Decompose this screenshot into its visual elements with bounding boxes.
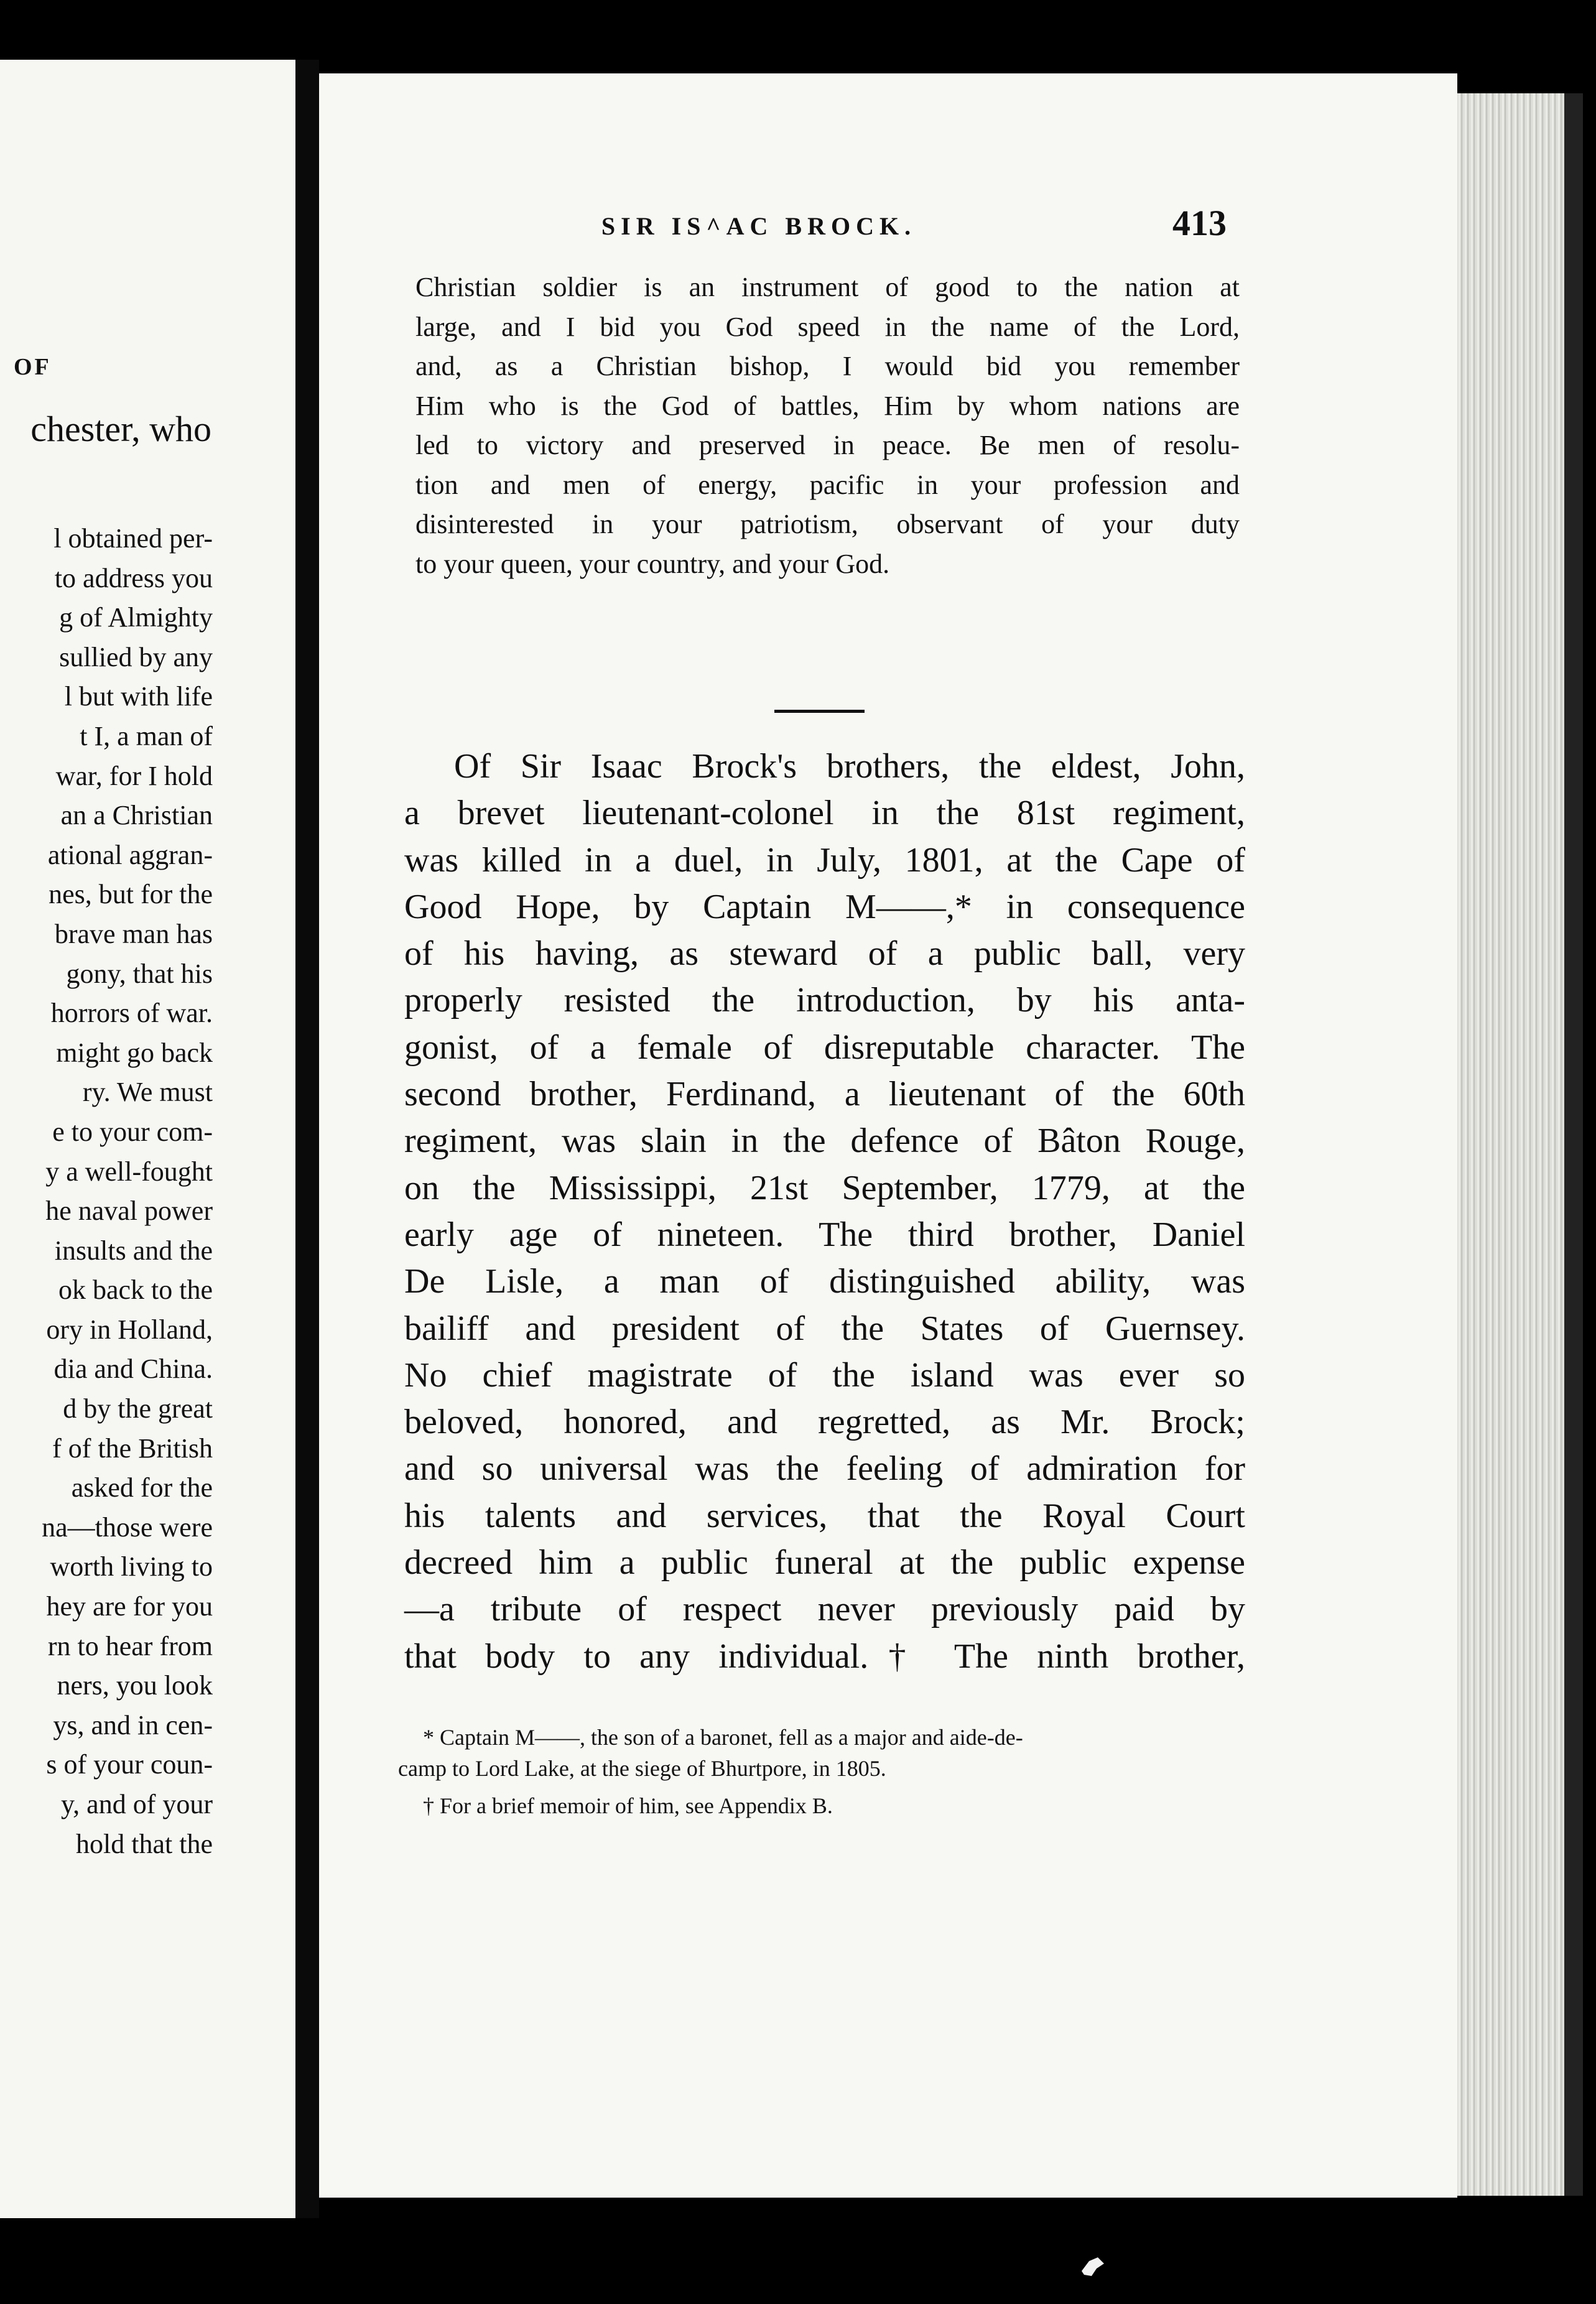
body-line: Good Hope, by Captain M——,* in consequence bbox=[404, 887, 1245, 926]
left-page bbox=[0, 60, 295, 2218]
left-line: worth living to bbox=[50, 1551, 213, 1582]
edge-shadow bbox=[1564, 93, 1583, 2196]
quote-line: to your queen, your country, and your God. bbox=[415, 548, 890, 579]
book-gutter bbox=[295, 60, 319, 2218]
left-line: l obtained per- bbox=[53, 523, 213, 554]
left-text-column bbox=[0, 519, 213, 1864]
body-line: beloved, honored, and regretted, as Mr. Brock; bbox=[404, 1403, 1245, 1442]
left-line: ry. We must bbox=[82, 1077, 213, 1108]
left-line: hold that the bbox=[76, 1828, 213, 1859]
left-line: f of the British bbox=[52, 1433, 213, 1464]
body-line: bailiff and president of the States of Guernsey. bbox=[404, 1309, 1245, 1348]
left-line: na—those were bbox=[42, 1512, 213, 1543]
left-line: horrors of war. bbox=[50, 998, 213, 1029]
body-line: gonist, of a female of disreputable character. The bbox=[404, 1028, 1245, 1067]
left-line: brave man has bbox=[54, 918, 213, 949]
body-line: De Lisle, a man of distinguished ability, was bbox=[404, 1262, 1245, 1301]
body-line: and so universal was the feeling of admiration for bbox=[404, 1449, 1245, 1489]
body-line: a brevet lieutenant-colonel in the 81st regiment, bbox=[404, 794, 1245, 833]
footnote-1-line-2: camp to Lord Lake, at the siege of Bhurtpore, in 1805. bbox=[398, 1756, 886, 1781]
quote-line: Him who is the God of battles, Him by whom nations are bbox=[415, 390, 1240, 421]
left-line: he naval power bbox=[45, 1196, 213, 1227]
body-line: early age of nineteen. The third brother, Daniel bbox=[404, 1215, 1245, 1254]
quote-line: Christian soldier is an instrument of good to the nation at bbox=[415, 272, 1240, 302]
body-paragraph bbox=[404, 743, 1245, 1680]
left-line: ok back to the bbox=[58, 1275, 213, 1306]
page-number: 413 bbox=[1172, 203, 1227, 243]
left-line: t I, a man of bbox=[80, 720, 213, 751]
body-line: second brother, Ferdinand, a lieutenant of the 60th bbox=[404, 1075, 1245, 1114]
left-running-head: OF bbox=[14, 354, 52, 380]
body-line: decreed him a public funeral at the public expense bbox=[404, 1543, 1245, 1582]
left-line: l but with life bbox=[64, 681, 213, 712]
left-line: ational aggran- bbox=[47, 839, 213, 870]
body-line: was killed in a duel, in July, 1801, at the Cape of bbox=[404, 840, 1245, 880]
quote-line: large, and I bid you God speed in the name of the Lord, bbox=[415, 311, 1240, 342]
left-line: ners, you look bbox=[57, 1670, 213, 1701]
left-line: s of your coun- bbox=[46, 1749, 213, 1780]
body-line: his talents and services, that the Royal Court bbox=[404, 1496, 1245, 1535]
body-line: —a tribute of respect never previously paid by bbox=[404, 1590, 1245, 1629]
footnote-2: † For a brief memoir of him, see Appendix B. bbox=[423, 1793, 833, 1818]
quote-line: led to victory and preserved in peace. Be men of resolu- bbox=[415, 430, 1240, 460]
body-line: that body to any individual.† The ninth brother, bbox=[404, 1637, 1245, 1676]
left-line: y, and of your bbox=[61, 1789, 213, 1819]
left-line: hey are for you bbox=[46, 1591, 213, 1622]
left-title-line: chester, who bbox=[30, 409, 211, 449]
left-line: sullied by any bbox=[59, 641, 213, 672]
page-edges bbox=[1457, 93, 1564, 2196]
section-divider bbox=[774, 710, 865, 713]
running-head: SIR IS^AC BROCK. bbox=[601, 212, 917, 240]
left-line: y a well-fought bbox=[45, 1156, 213, 1187]
left-line: an a Christian bbox=[60, 800, 213, 831]
quote-line: and, as a Christian bishop, I would bid you remember bbox=[415, 351, 1240, 381]
quote-line: disinterested in your patriotism, observant of your duty bbox=[415, 509, 1240, 539]
left-line: ys, and in cen- bbox=[53, 1709, 213, 1740]
footnote-1-line-1: * Captain M——, the son of a baronet, fell as a major and aide-de- bbox=[423, 1725, 1023, 1750]
left-line: g of Almighty bbox=[59, 602, 213, 633]
left-line: e to your com- bbox=[52, 1116, 213, 1147]
left-line: might go back bbox=[56, 1037, 213, 1068]
footnotes bbox=[398, 1722, 1232, 1821]
left-line: rn to hear from bbox=[47, 1630, 213, 1661]
quote-line: tion and men of energy, pacific in your profession and bbox=[415, 469, 1240, 500]
body-line: No chief magistrate of the island was ever so bbox=[404, 1355, 1245, 1395]
quotation-block bbox=[415, 267, 1240, 583]
body-line: regiment, was slain in the defence of Bâton Rouge, bbox=[404, 1122, 1245, 1161]
left-line: d by the great bbox=[63, 1393, 213, 1424]
left-line: gony, that his bbox=[66, 958, 213, 989]
body-line: of his having, as steward of a public ball, very bbox=[404, 934, 1245, 973]
left-line: asked for the bbox=[71, 1472, 213, 1503]
dust-speck-icon bbox=[1079, 2255, 1107, 2278]
left-line: to address you bbox=[54, 562, 213, 593]
left-line: war, for I hold bbox=[55, 760, 213, 791]
left-line: dia and China. bbox=[53, 1354, 213, 1385]
body-line: on the Mississippi, 21st September, 1779, at the bbox=[404, 1168, 1245, 1207]
body-line: properly resisted the introduction, by his anta- bbox=[404, 981, 1245, 1020]
left-line: ory in Holland, bbox=[46, 1314, 213, 1345]
body-line: Of Sir Isaac Brock's brothers, the eldest, John, bbox=[454, 747, 1245, 786]
left-line: insults and the bbox=[54, 1235, 213, 1266]
left-line: nes, but for the bbox=[49, 879, 213, 910]
